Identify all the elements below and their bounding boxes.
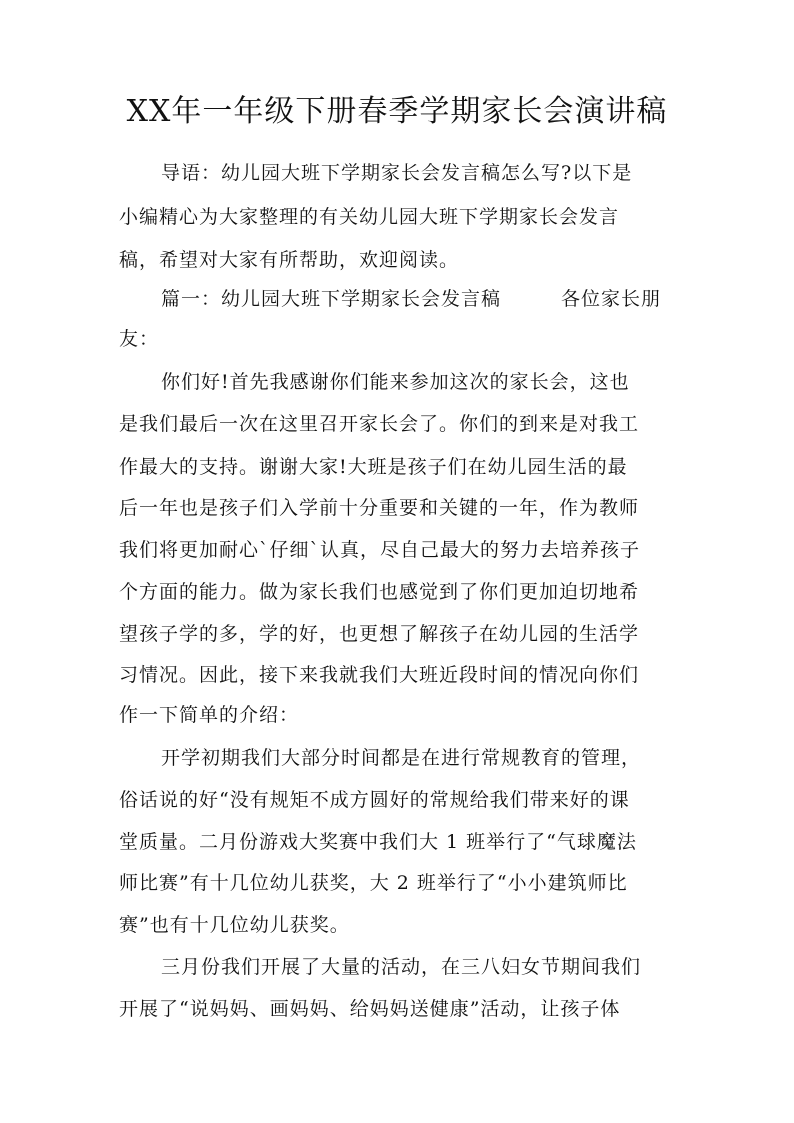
text-line: 师比赛”有十几位幼儿获奖，大 2 班举行了“小小建筑师比 xyxy=(119,872,628,894)
text-line: 你们好!首先我感谢你们能来参加这次的家长会，这也 xyxy=(161,371,630,393)
text-line: 三月份我们开展了大量的活动，在三八妇女节期间我们 xyxy=(161,956,642,978)
text-line: 习情况。因此，接下来我就我们大班近段时间的情况向你们 xyxy=(119,664,640,686)
text-line: 个方面的能力。做为家长我们也感觉到了你们更加迫切地希 xyxy=(119,581,640,603)
text-line: 是我们最后一次在这里召开家长会了。你们的到来是对我工 xyxy=(119,413,640,435)
text-line: 作一下简单的介绍： xyxy=(119,704,300,726)
text-line: 后一年也是孩子们入学前十分重要和关键的一年，作为教师 xyxy=(119,497,640,519)
text-line: 我们将更加耐心`仔细`认真，尽自己最大的努力去培养孩子 xyxy=(119,539,641,561)
text-line: 稿，希望对大家有所帮助，欢迎阅读。 xyxy=(119,249,460,271)
text-line: 望孩子学的多，学的好，也更想了解孩子在幼儿园的生活学 xyxy=(119,623,640,645)
text-line: 俗话说的好“没有规矩不成方圆好的常规给我们带来好的课 xyxy=(119,789,630,811)
text-line: 堂质量。二月份游戏大奖赛中我们大 1 班举行了“气球魔法 xyxy=(119,831,637,853)
text-line: 开学初期我们大部分时间都是在进行常规教育的管理， xyxy=(161,747,642,769)
text-line: 赛”也有十几位幼儿获奖。 xyxy=(119,914,350,936)
text-line: 友： xyxy=(119,328,160,350)
text-line: 导语：幼儿园大班下学期家长会发言稿怎么写?以下是 xyxy=(161,162,633,184)
text-line: 开展了“说妈妈、画妈妈、给妈妈送健康”活动，让孩子体 xyxy=(119,998,621,1020)
text-line: 小编精心为大家整理的有关幼儿园大班下学期家长会发言 xyxy=(119,206,620,228)
text-line: 作最大的支持。谢谢大家!大班是孩子们在幼儿园生活的最 xyxy=(119,456,628,478)
text-line: 篇一：幼儿园大班下学期家长会发言稿 各位家长朋 xyxy=(161,288,662,310)
page-title: XX年一年级下册春季学期家长会演讲稿 xyxy=(126,94,668,129)
